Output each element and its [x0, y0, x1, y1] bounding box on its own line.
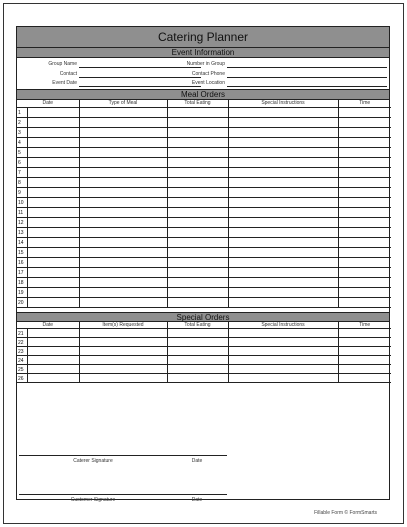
- special-row-number: 26: [18, 376, 24, 382]
- customer-signature-line[interactable]: [19, 494, 167, 495]
- special-row-number: 25: [18, 367, 24, 373]
- meal-type-cell[interactable]: [79, 137, 167, 147]
- contact-label: Contact: [59, 71, 77, 77]
- meal-number-divider: [27, 298, 28, 307]
- meal-header-row: [17, 100, 391, 107]
- special-number-divider: [27, 347, 28, 355]
- meal-col-date: Date: [17, 100, 79, 107]
- special-total-cell[interactable]: [167, 356, 228, 365]
- meal-total-cell[interactable]: [167, 267, 228, 277]
- meal-row-number: 4: [18, 139, 21, 146]
- meal-instructions-cell[interactable]: [228, 197, 338, 207]
- meal-type-cell[interactable]: [79, 227, 167, 237]
- meal-instructions-cell[interactable]: [228, 247, 338, 257]
- meal-number-divider: [27, 218, 28, 227]
- meal-row-number: 19: [18, 289, 24, 296]
- meal-row-number: 17: [18, 269, 24, 276]
- meal-number-divider: [27, 118, 28, 127]
- meal-date-cell[interactable]: [17, 137, 79, 147]
- meal-number-divider: [27, 148, 28, 157]
- special-number-divider: [27, 356, 28, 364]
- meal-row: [17, 107, 391, 117]
- meal-row: [17, 157, 391, 167]
- contact-phone-label: Contact Phone: [191, 71, 225, 77]
- meal-row-number: 15: [18, 249, 24, 256]
- meal-type-cell[interactable]: [79, 167, 167, 177]
- special-time-cell[interactable]: [338, 338, 391, 347]
- special-row: [17, 329, 391, 338]
- number-in-group-field[interactable]: [227, 60, 387, 68]
- meal-instructions-cell[interactable]: [228, 167, 338, 177]
- meal-type-cell[interactable]: [79, 277, 167, 287]
- special-row: [17, 374, 391, 383]
- meal-number-divider: [27, 158, 28, 167]
- meal-row-number: 8: [18, 179, 21, 186]
- meal-time-cell[interactable]: [338, 267, 391, 277]
- meal-time-cell[interactable]: [338, 247, 391, 257]
- meal-type-cell[interactable]: [79, 267, 167, 277]
- special-row-number: 22: [18, 340, 24, 346]
- meal-time-cell[interactable]: [338, 107, 391, 117]
- meal-date-cell[interactable]: [17, 177, 79, 187]
- meal-row: [17, 287, 391, 297]
- meal-row-number: 12: [18, 219, 24, 226]
- meal-instructions-cell[interactable]: [228, 257, 338, 267]
- meal-date-cell[interactable]: [17, 207, 79, 217]
- meal-time-cell[interactable]: [338, 257, 391, 267]
- meal-type-cell[interactable]: [79, 217, 167, 227]
- meal-row-number: 11: [18, 209, 24, 216]
- meal-row-number: 18: [18, 279, 24, 286]
- meal-type-cell[interactable]: [79, 157, 167, 167]
- meal-date-cell[interactable]: [17, 277, 79, 287]
- meal-total-cell[interactable]: [167, 237, 228, 247]
- special-col-items: Item(s) Requested: [79, 322, 167, 329]
- meal-type-cell[interactable]: [79, 207, 167, 217]
- meal-number-divider: [27, 228, 28, 237]
- page-sheet: [3, 3, 404, 524]
- special-type-cell[interactable]: [79, 356, 167, 365]
- meal-total-cell[interactable]: [167, 207, 228, 217]
- meal-number-divider: [27, 188, 28, 197]
- meal-type-cell[interactable]: [79, 257, 167, 267]
- meal-time-cell[interactable]: [338, 137, 391, 147]
- event-location-row: [163, 79, 389, 89]
- meal-row: [17, 127, 391, 137]
- meal-total-cell[interactable]: [167, 177, 228, 187]
- special-number-divider: [27, 338, 28, 346]
- special-col-date: Date: [17, 322, 79, 329]
- special-number-divider: [27, 365, 28, 373]
- meal-instructions-cell[interactable]: [228, 287, 338, 297]
- customer-date-line[interactable]: [167, 494, 227, 495]
- meal-time-cell[interactable]: [338, 237, 391, 247]
- meal-number-divider: [27, 278, 28, 287]
- meal-date-cell[interactable]: [17, 107, 79, 117]
- event-location-field[interactable]: [227, 79, 387, 87]
- meal-date-cell[interactable]: [17, 127, 79, 137]
- meal-col-total: Total Eating: [167, 100, 228, 107]
- meal-instructions-cell[interactable]: [228, 297, 338, 307]
- meal-number-divider: [27, 198, 28, 207]
- special-type-cell[interactable]: [79, 347, 167, 356]
- meal-total-cell[interactable]: [167, 297, 228, 307]
- meal-type-cell[interactable]: [79, 107, 167, 117]
- meal-total-cell[interactable]: [167, 247, 228, 257]
- special-date-cell[interactable]: [17, 365, 79, 374]
- meal-date-cell[interactable]: [17, 117, 79, 127]
- special-header-row: [17, 322, 391, 329]
- meal-type-cell[interactable]: [79, 287, 167, 297]
- meal-number-divider: [27, 168, 28, 177]
- meal-row: [17, 177, 391, 187]
- meal-time-cell[interactable]: [338, 297, 391, 307]
- meal-total-cell[interactable]: [167, 277, 228, 287]
- meal-instructions-cell[interactable]: [228, 137, 338, 147]
- customer-signature-label: Customer Signature: [70, 497, 116, 503]
- meal-instructions-cell[interactable]: [228, 217, 338, 227]
- meal-type-cell[interactable]: [79, 187, 167, 197]
- special-instructions-cell[interactable]: [228, 329, 338, 338]
- meal-time-cell[interactable]: [338, 227, 391, 237]
- meal-row: [17, 257, 391, 267]
- meal-date-cell[interactable]: [17, 217, 79, 227]
- form-title: Catering Planner: [17, 27, 389, 48]
- meal-total-cell[interactable]: [167, 107, 228, 117]
- special-time-cell[interactable]: [338, 365, 391, 374]
- meal-type-cell[interactable]: [79, 197, 167, 207]
- meal-row: [17, 197, 391, 207]
- special-instructions-cell[interactable]: [228, 374, 338, 383]
- meal-total-cell[interactable]: [167, 137, 228, 147]
- meal-type-cell[interactable]: [79, 127, 167, 137]
- event-info-heading: Event Information: [17, 48, 389, 58]
- meal-total-cell[interactable]: [167, 227, 228, 237]
- meal-instructions-cell[interactable]: [228, 127, 338, 137]
- meal-total-cell[interactable]: [167, 157, 228, 167]
- special-total-cell[interactable]: [167, 365, 228, 374]
- meal-time-cell[interactable]: [338, 217, 391, 227]
- special-orders-heading: Special Orders: [17, 312, 389, 322]
- meal-total-cell[interactable]: [167, 167, 228, 177]
- meal-row-number: 9: [18, 189, 21, 196]
- meal-col-time: Time: [338, 100, 391, 107]
- meal-total-cell[interactable]: [167, 117, 228, 127]
- catering-form: [16, 26, 390, 503]
- meal-row: [17, 237, 391, 247]
- meal-row: [17, 277, 391, 287]
- meal-time-cell[interactable]: [338, 117, 391, 127]
- event-location-label: Event Location: [191, 80, 225, 86]
- meal-date-cell[interactable]: [17, 187, 79, 197]
- meal-instructions-cell[interactable]: [228, 277, 338, 287]
- meal-row-number: 3: [18, 129, 21, 136]
- meal-row-number: 5: [18, 149, 21, 156]
- special-time-cell[interactable]: [338, 347, 391, 356]
- special-date-cell[interactable]: [17, 329, 79, 338]
- meal-total-cell[interactable]: [167, 217, 228, 227]
- special-number-divider: [27, 374, 28, 382]
- meal-date-cell[interactable]: [17, 227, 79, 237]
- contact-phone-field[interactable]: [227, 70, 387, 78]
- meal-row-number: 16: [18, 259, 24, 266]
- meal-time-cell[interactable]: [338, 177, 391, 187]
- meal-orders-heading: Meal Orders: [17, 90, 389, 100]
- meal-instructions-cell[interactable]: [228, 187, 338, 197]
- meal-date-cell[interactable]: [17, 147, 79, 157]
- meal-date-cell[interactable]: [17, 287, 79, 297]
- meal-type-cell[interactable]: [79, 147, 167, 157]
- event-info-section: [17, 58, 389, 90]
- meal-number-divider: [27, 238, 28, 247]
- special-row-number: 23: [18, 349, 24, 355]
- meal-time-cell[interactable]: [338, 127, 391, 137]
- special-instructions-cell[interactable]: [228, 356, 338, 365]
- special-type-cell[interactable]: [79, 329, 167, 338]
- meal-instructions-cell[interactable]: [228, 227, 338, 237]
- meal-time-cell[interactable]: [338, 287, 391, 297]
- meal-instructions-cell[interactable]: [228, 207, 338, 217]
- meal-row: [17, 297, 391, 307]
- special-type-cell[interactable]: [79, 338, 167, 347]
- meal-type-cell[interactable]: [79, 297, 167, 307]
- meal-col-instructions: Special Instructions: [228, 100, 338, 107]
- meal-row: [17, 207, 391, 217]
- meal-row-number: 6: [18, 159, 21, 166]
- special-date-cell[interactable]: [17, 338, 79, 347]
- meal-total-cell[interactable]: [167, 187, 228, 197]
- special-instructions-cell[interactable]: [228, 347, 338, 356]
- meal-row: [17, 227, 391, 237]
- meal-number-divider: [27, 258, 28, 267]
- meal-time-cell[interactable]: [338, 207, 391, 217]
- meal-instructions-cell[interactable]: [228, 237, 338, 247]
- meal-instructions-cell[interactable]: [228, 267, 338, 277]
- meal-row-number: 7: [18, 169, 21, 176]
- special-row-number: 21: [18, 331, 24, 337]
- meal-row-number: 2: [18, 119, 21, 126]
- meal-type-cell[interactable]: [79, 117, 167, 127]
- meal-instructions-cell[interactable]: [228, 107, 338, 117]
- special-total-cell[interactable]: [167, 329, 228, 338]
- meal-row: [17, 217, 391, 227]
- event-date-label: Event Date: [52, 80, 77, 86]
- meal-date-cell[interactable]: [17, 257, 79, 267]
- meal-row-number: 20: [18, 299, 24, 306]
- meal-date-cell[interactable]: [17, 197, 79, 207]
- meal-row: [17, 117, 391, 127]
- meal-row: [17, 247, 391, 257]
- caterer-date-line[interactable]: [167, 455, 227, 456]
- number-in-group-row: [163, 60, 389, 70]
- meal-row: [17, 187, 391, 197]
- special-date-cell[interactable]: [17, 347, 79, 356]
- meal-orders-table: [17, 100, 391, 308]
- meal-time-cell[interactable]: [338, 197, 391, 207]
- meal-total-cell[interactable]: [167, 257, 228, 267]
- meal-total-cell[interactable]: [167, 287, 228, 297]
- meal-instructions-cell[interactable]: [228, 117, 338, 127]
- special-time-cell[interactable]: [338, 356, 391, 365]
- meal-date-cell[interactable]: [17, 237, 79, 247]
- meal-total-cell[interactable]: [167, 197, 228, 207]
- meal-date-cell[interactable]: [17, 167, 79, 177]
- meal-number-divider: [27, 208, 28, 217]
- meal-row-number: 13: [18, 229, 24, 236]
- meal-row: [17, 147, 391, 157]
- meal-row-number: 1: [18, 109, 21, 116]
- meal-row: [17, 137, 391, 147]
- meal-number-divider: [27, 108, 28, 117]
- meal-time-cell[interactable]: [338, 187, 391, 197]
- meal-time-cell[interactable]: [338, 277, 391, 287]
- special-number-divider: [27, 329, 28, 337]
- special-instructions-cell[interactable]: [228, 338, 338, 347]
- meal-number-divider: [27, 138, 28, 147]
- meal-number-divider: [27, 178, 28, 187]
- special-row: [17, 338, 391, 347]
- special-row: [17, 356, 391, 365]
- meal-type-cell[interactable]: [79, 247, 167, 257]
- meal-number-divider: [27, 248, 28, 257]
- special-row: [17, 365, 391, 374]
- caterer-signature-label: Caterer Signature: [73, 458, 113, 464]
- special-row-number: 24: [18, 358, 24, 364]
- special-orders-table: [17, 322, 391, 384]
- meal-row: [17, 167, 391, 177]
- special-col-time: Time: [338, 322, 391, 329]
- meal-time-cell[interactable]: [338, 157, 391, 167]
- signature-section: [17, 411, 389, 503]
- meal-type-cell[interactable]: [79, 177, 167, 187]
- meal-date-cell[interactable]: [17, 297, 79, 307]
- meal-date-cell[interactable]: [17, 157, 79, 167]
- meal-time-cell[interactable]: [338, 167, 391, 177]
- meal-instructions-cell[interactable]: [228, 177, 338, 187]
- footer-credit: Fillable Form © FormSmarts: [314, 510, 377, 516]
- meal-number-divider: [27, 128, 28, 137]
- special-time-cell[interactable]: [338, 329, 391, 338]
- special-date-cell[interactable]: [17, 356, 79, 365]
- special-total-cell[interactable]: [167, 374, 228, 383]
- special-row: [17, 347, 391, 356]
- meal-date-cell[interactable]: [17, 247, 79, 257]
- group-name-label: Group Name: [48, 61, 77, 67]
- special-date-cell[interactable]: [17, 374, 79, 383]
- caterer-signature-line[interactable]: [19, 455, 167, 456]
- special-type-cell[interactable]: [79, 374, 167, 383]
- special-total-cell[interactable]: [167, 338, 228, 347]
- meal-instructions-cell[interactable]: [228, 147, 338, 157]
- meal-date-cell[interactable]: [17, 267, 79, 277]
- number-in-group-label: Number in Group: [186, 61, 225, 67]
- special-time-cell[interactable]: [338, 374, 391, 383]
- meal-number-divider: [27, 288, 28, 297]
- meal-time-cell[interactable]: [338, 147, 391, 157]
- special-col-instructions: Special Instructions: [228, 322, 338, 329]
- meal-instructions-cell[interactable]: [228, 157, 338, 167]
- meal-number-divider: [27, 268, 28, 277]
- meal-row: [17, 267, 391, 277]
- meal-total-cell[interactable]: [167, 147, 228, 157]
- special-type-cell[interactable]: [79, 365, 167, 374]
- caterer-date-label: Date: [191, 458, 203, 464]
- meal-total-cell[interactable]: [167, 127, 228, 137]
- special-col-total: Total Eating: [167, 322, 228, 329]
- meal-type-cell[interactable]: [79, 237, 167, 247]
- meal-row-number: 14: [18, 239, 24, 246]
- customer-date-label: Date: [191, 497, 203, 503]
- meal-row-number: 10: [18, 199, 24, 206]
- special-instructions-cell[interactable]: [228, 365, 338, 374]
- special-total-cell[interactable]: [167, 347, 228, 356]
- meal-col-type: Type of Meal: [79, 100, 167, 107]
